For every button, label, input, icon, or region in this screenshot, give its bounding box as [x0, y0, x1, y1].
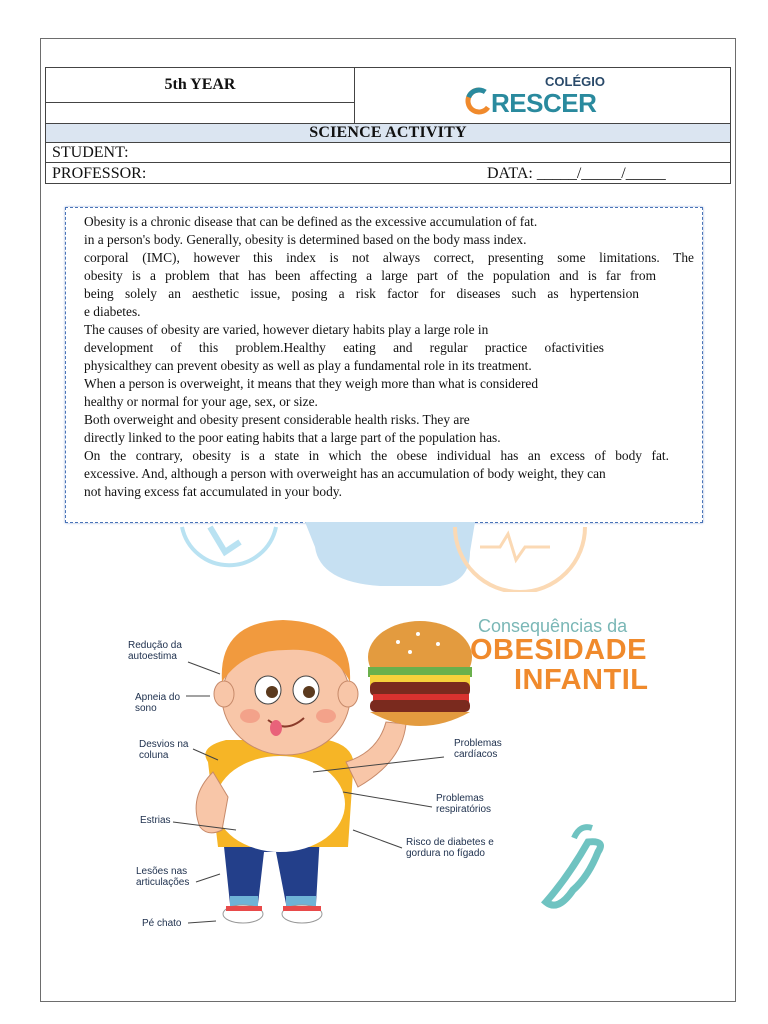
text-line: When a person is overweight, it means that they weigh more than what is considered [84, 376, 539, 391]
text-line: healthy or normal for your age, sex, or size. [84, 394, 318, 409]
watermark-background [180, 522, 600, 592]
label-respiratorios: Problemas respiratórios [436, 793, 492, 815]
obesity-paragraph [84, 213, 694, 501]
text-line: Obesity is a chronic disease that can be defined as the excessive accumulation of fat. [84, 214, 538, 229]
text-line: On the contrary, obesity is a state in which the obese individual has an excess of body fat. [84, 448, 669, 463]
infographic-title-top: Consequências da [478, 616, 628, 636]
professor-label: PROFESSOR: [52, 165, 147, 182]
text-line: The causes of obesity are varied, however dietary habits play a large role in [84, 322, 489, 337]
text-line: not having excess fat accumulated in your body. [84, 484, 342, 499]
label-autoestima: Redução da autoestima [128, 640, 182, 662]
obesity-infographic [118, 612, 658, 932]
student-field [45, 142, 731, 163]
activity-title: SCIENCE ACTIVITY [45, 123, 731, 143]
text-line: e diabetes. [84, 304, 141, 319]
label-cardiacos: Problemas cardíacos [454, 738, 502, 760]
infographic-title-main: OBESIDADE [470, 634, 647, 666]
obesity-text-box [65, 207, 703, 523]
infographic-title-sub: INFANTIL [514, 664, 649, 696]
label-estrias: Estrias [140, 815, 171, 826]
header-table [45, 67, 731, 184]
text-line: Both overweight and obesity present considerable health risks. They are [84, 412, 470, 427]
label-desvios: Desvios na coluna [139, 739, 189, 761]
date-field: DATA: _____/_____/_____ [487, 165, 666, 182]
professor-field [45, 162, 731, 184]
blank-cell [45, 102, 355, 124]
text-line: in a person's body. Generally, obesity is determined based on the body mass index. [84, 232, 527, 247]
text-line: obesity is a problem that has been affecting a large part of the population and is far from [84, 268, 656, 283]
label-apneia: Apneia do sono [135, 692, 181, 714]
label-lesoes: Lesões nas articulações [136, 866, 190, 888]
text-line: physicalthey can prevent obesity as well as play a fundamental role in its treatment. [84, 358, 532, 373]
text-line: excessive. And, although a person with overweight has an accumulation of body weight, they can [84, 466, 606, 481]
year-cell: 5th YEAR [45, 67, 355, 103]
text-line: being solely an aesthetic issue, posing a risk factor for diseases such as hypertension [84, 286, 639, 301]
label-pe-chato: Pé chato [142, 918, 182, 929]
text-line: corporal (IMC), however this index is not always correct, presenting some limitations. The [84, 250, 694, 265]
text-line: directly linked to the poor eating habits that a large part of the population has. [84, 430, 501, 445]
student-label: STUDENT: [52, 144, 129, 161]
label-diabetes: Risco de diabetes e gordura no fígado [406, 837, 494, 859]
svg-text:COLÉGIO: COLÉGIO [545, 74, 605, 89]
logo-cell [354, 67, 731, 124]
text-line: development of this problem.Healthy eating and regular practice ofactivities [84, 340, 604, 355]
crescer-logo [465, 73, 605, 117]
svg-text:RESCER: RESCER [491, 88, 597, 117]
